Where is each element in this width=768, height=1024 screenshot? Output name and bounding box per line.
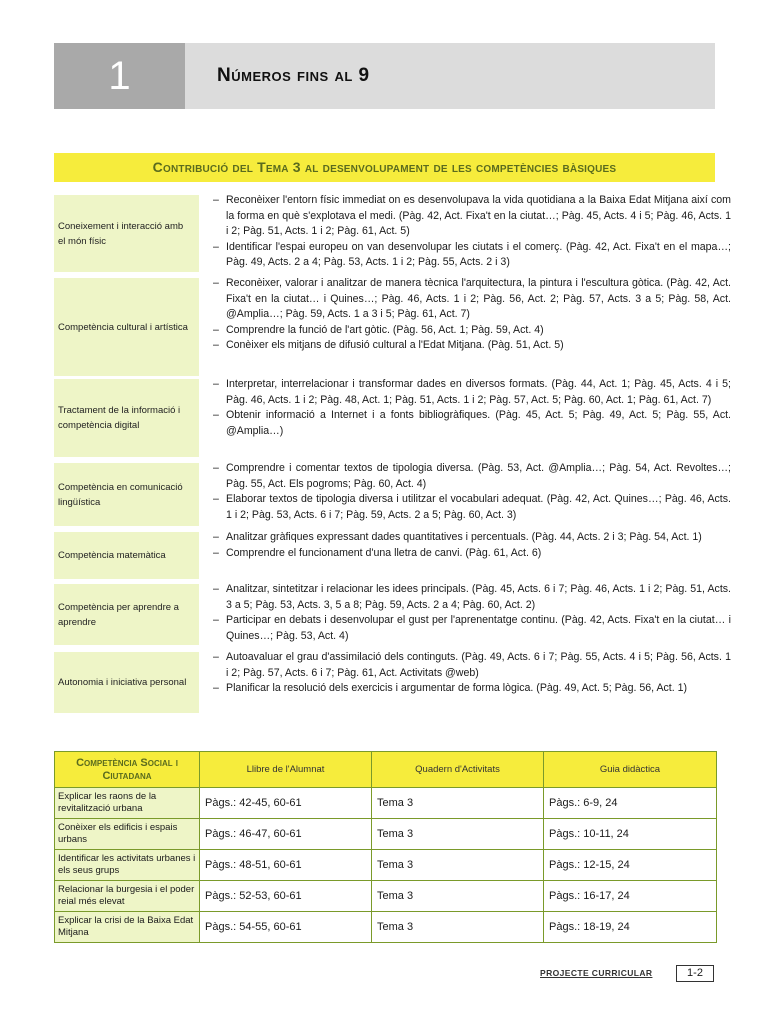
competency-item: – Identificar l'espai europeu on van desenvolupar les ciutats i el comerç. (Pàg. 42, Act. Fixa't en el mapa…; Pàg. 49, Acts. 2 a 4; Pàg. 53, Acts. 1 i 2; Pàg. 55, Acts. 2 i 3) xyxy=(213,240,731,271)
table-row xyxy=(55,881,717,912)
table-row xyxy=(55,788,717,819)
table-cell: Pàgs.: 6-9, 24 xyxy=(544,788,717,819)
unit-title: Números fins al 9 xyxy=(217,65,370,86)
table-cell: Relacionar la burgesia i el poder reial més elevat xyxy=(55,881,200,912)
table-cell: Pàgs.: 46-47, 60-61 xyxy=(200,819,372,850)
competency-items xyxy=(213,461,731,523)
competency-label: Tractament de la informació i competència digital xyxy=(54,379,199,457)
page-number: 1-2 xyxy=(676,965,714,982)
table-header: Competència Social i Ciutadana xyxy=(55,752,200,788)
competency-item: – Obtenir informació a Internet i a fonts bibliogràfiques. (Pàg. 45, Act. 5; Pàg. 49, Act. 5; Pàg. 55, Act. @Amplia…) xyxy=(213,408,731,439)
table-cell: Explicar la crisi de la Baixa Edat Mitjana xyxy=(55,912,200,943)
table-row xyxy=(55,850,717,881)
table-header: Quadern d'Activitats xyxy=(372,752,544,788)
table-header-row xyxy=(55,752,717,788)
competency-items xyxy=(213,276,731,354)
table-cell: Explicar les raons de la revitalització urbana xyxy=(55,788,200,819)
competency-items xyxy=(213,650,731,697)
section-banner: Contribució del Tema 3 al desenvolupament de les competències bàsiques xyxy=(54,153,715,182)
table-row xyxy=(55,819,717,850)
table-cell: Tema 3 xyxy=(372,912,544,943)
competency-item: – Interpretar, interrelacionar i transformar dades en diversos formats. (Pàg. 44, Act. 1; Pàg. 45, Acts. 4 i 5; Pàg. 46, Acts. 1 i 2; Pàg. 48, Act. 1; Pàg. 51, Acts. 1 i 2; Pàg. 57, Act. 5; Pàg. 60, Act. 1; Pàg. 61, Act. 7) xyxy=(213,377,731,408)
competency-label: Coneixement i interacció amb el món físic xyxy=(54,195,199,272)
table-cell: Pàgs.: 18-19, 24 xyxy=(544,912,717,943)
table-cell: Tema 3 xyxy=(372,881,544,912)
competency-item: – Participar en debats i desenvolupar el gust per l'aprenentatge continu. (Pàg. 42, Acts. Fixa't en la ciutat… i Quines…; Pàg. 53, Act. 4) xyxy=(213,613,731,644)
table-cell: Tema 3 xyxy=(372,788,544,819)
competency-items xyxy=(213,530,731,561)
competency-label: Competència en comunicació lingüística xyxy=(54,463,199,526)
competency-items xyxy=(213,193,731,271)
table-row xyxy=(55,912,717,943)
competency-item: – Elaborar textos de tipologia diversa i utilitzar el vocabulari adequat. (Pàg. 42, Act. Quines…; Pàg. 46, Acts. 1 i 2; Pàg. 53, Acts. 6 i 7; Pàg. 59, Acts. 2 a 5; Pàg. 60, Act. 3) xyxy=(213,492,731,523)
competency-item: – Planificar la resolució dels exercicis i argumentar de forma lògica. (Pàg. 49, Act. 5; Pàg. 56, Act. 1) xyxy=(213,681,731,697)
table-cell: Identificar les activitats urbanes i els seus grups xyxy=(55,850,200,881)
table-header: Llibre de l'Alumnat xyxy=(200,752,372,788)
competency-item: – Analitzar gràfiques expressant dades quantitatives i percentuals. (Pàg. 44, Acts. 2 i 3; Pàg. 54, Act. 1) xyxy=(213,530,731,546)
table-cell: Pàgs.: 54-55, 60-61 xyxy=(200,912,372,943)
competency-item: – Comprendre i comentar textos de tipologia diversa. (Pàg. 53, Act. @Amplia…; Pàg. 54, Act. Revoltes…; Pàg. 55, Act. Els pogroms; Pàg. 60, Act. 4) xyxy=(213,461,731,492)
competency-items xyxy=(213,582,731,644)
competency-label: Competència cultural i artística xyxy=(54,278,199,376)
table-cell: Tema 3 xyxy=(372,819,544,850)
competency-item: – Autoavaluar el grau d'assimilació dels continguts. (Pàg. 49, Acts. 6 i 7; Pàg. 55, Acts. 4 i 5; Pàg. 56, Acts. 1 i 2; Pàg. 57, Acts. 6 i 7; Pàg. 61, Act. Activitats @web) xyxy=(213,650,731,681)
competency-item: – Conèixer els mitjans de difusió cultural a l'Edat Mitjana. (Pàg. 51, Act. 5) xyxy=(213,338,731,354)
competency-item: – Comprendre el funcionament d'una lletra de canvi. (Pàg. 61, Act. 6) xyxy=(213,546,731,562)
social-competence-table xyxy=(54,751,717,943)
unit-header xyxy=(54,43,715,109)
table-cell: Pàgs.: 16-17, 24 xyxy=(544,881,717,912)
unit-number: 1 xyxy=(54,43,185,109)
competency-label: Competència matemàtica xyxy=(54,532,199,579)
table-cell: Conèixer els edificis i espais urbans xyxy=(55,819,200,850)
table-cell: Pàgs.: 10-11, 24 xyxy=(544,819,717,850)
competency-item: – Reconèixer, valorar i analitzar de manera tècnica l'arquitectura, la pintura i l'escultura gòtica. (Pàg. 42, Act. Fixa't en la ciutat… i Quines…; Pàg. 46, Acts. 1 i 2; Pàg. 56, Act. 2; Pàg. 57, Acts. 3 a 5; Pàg. 58, Act. @Amplia…; Pàg. 59, Acts. 1 a 3 i 5; Pàg. 61, Act. 7) xyxy=(213,276,731,323)
table-cell: Pàgs.: 48-51, 60-61 xyxy=(200,850,372,881)
competency-items xyxy=(213,377,731,439)
competency-item: – Analitzar, sintetitzar i relacionar les idees principals. (Pàg. 45, Acts. 6 i 7; Pàg. 46, Acts. 1 i 2; Pàg. 51, Acts. 3 a 5; Pàg. 53, Acts. 3, 5 a 8; Pàg. 59, Acts. 2 a 4; Pàg. 60, Act. 2) xyxy=(213,582,731,613)
competency-item: – Reconèixer l'entorn físic immediat on es desenvolupava la vida quotidiana a la Baixa Edat Mitjana així com la forma en què s'explotava el medi. (Pàg. 42, Act. Fixa't en la ciutat…; Pàg. 45, Acts. 4 i 5; Pàg. 46, Acts. 1 i 2; Pàg. 51, Acts. 1 i 2; Pàg. 61, Act. 5) xyxy=(213,193,731,240)
table-cell: Tema 3 xyxy=(372,850,544,881)
table-cell: Pàgs.: 42-45, 60-61 xyxy=(200,788,372,819)
competency-label: Competència per aprendre a aprendre xyxy=(54,584,199,645)
table-header: Guia didàctica xyxy=(544,752,717,788)
competency-item: – Comprendre la funció de l'art gòtic. (Pàg. 56, Act. 1; Pàg. 59, Act. 4) xyxy=(213,323,731,339)
table-cell: Pàgs.: 12-15, 24 xyxy=(544,850,717,881)
table-cell: Pàgs.: 52-53, 60-61 xyxy=(200,881,372,912)
competency-label: Autonomia i iniciativa personal xyxy=(54,652,199,713)
footer-label: PROJECTE CURRICULAR xyxy=(540,968,653,978)
